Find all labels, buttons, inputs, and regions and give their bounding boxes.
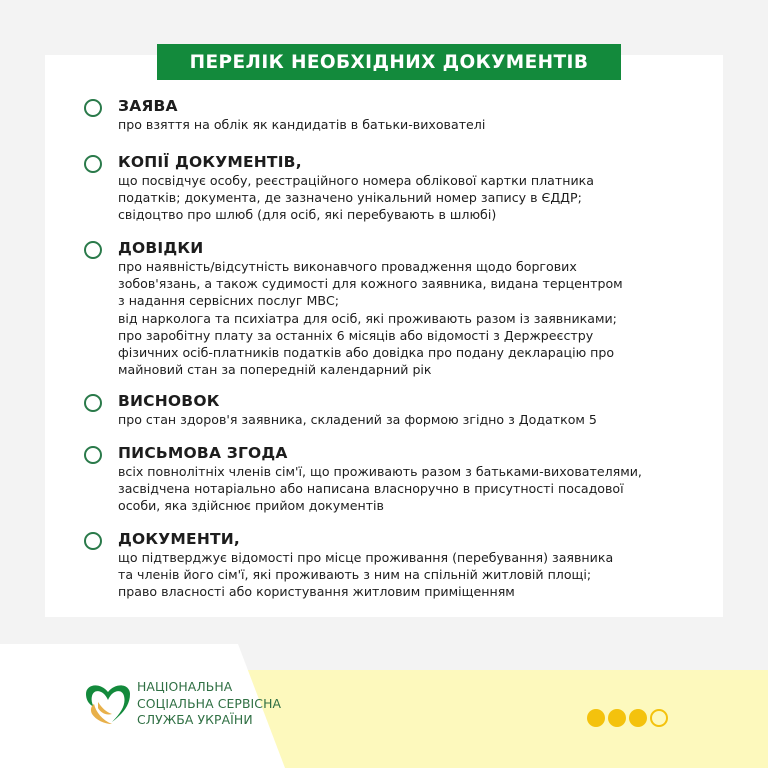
- item-heading: ДОВІДКИ: [118, 239, 204, 257]
- heart-hands-logo-icon: [82, 680, 134, 726]
- list-item: [82, 152, 594, 224]
- item-description: про взяття на облік як кандидатів в батьки-вихователі: [118, 117, 486, 132]
- item-heading: ДОКУМЕНТИ,: [118, 530, 241, 548]
- list-item: [82, 96, 485, 133]
- page-title: ПЕРЕЛІК НЕОБХІДНИХ ДОКУМЕНТІВ: [157, 44, 621, 80]
- circle-bullet-icon: [84, 532, 102, 550]
- circle-bullet-icon: [84, 99, 102, 117]
- list-item: [82, 238, 623, 378]
- item-description: про наявність/відсутність виконавчого провадження щодо боргових зобов'язань, а також судимості для кожного заявника, видана терцентром з надання сервісних послуг МВС; від нарколога та психіатра для осіб, які проживають разом із заявниками; про заробітну плату за останніх 6 місяців або відомості з Держреєстру фізичних осіб-платників податків або довідка про подану декларацію про майновий стан за попередній календарний рік: [118, 259, 623, 378]
- list-item: [82, 529, 613, 601]
- circle-bullet-icon: [84, 394, 102, 412]
- list-item: [82, 443, 642, 515]
- item-heading: ПИСЬМОВА ЗГОДА: [118, 444, 288, 462]
- item-description: всіх повнолітніх членів сім'ї, що проживають разом з батьками-вихователями, засвідчена нотаріально або написана власноручно в присутності посадової особи, яка здійснює прийом документів: [118, 464, 642, 514]
- circle-bullet-icon: [84, 155, 102, 173]
- page-dot-filled: [587, 709, 605, 727]
- page-dot-empty: [650, 709, 668, 727]
- item-description: що підтверджує відомості про місце проживання (перебування) заявника та членів його сім'ї, які проживають з ним на спільній житловій площі; право власності або користування житловим приміщенням: [118, 550, 614, 600]
- org-name-line: НАЦІОНАЛЬНА: [137, 679, 233, 694]
- org-name-line: СЛУЖБА УКРАЇНИ: [137, 712, 253, 727]
- item-heading: ВИСНОВОК: [118, 392, 220, 410]
- org-name: [137, 679, 281, 729]
- item-heading: КОПІЇ ДОКУМЕНТІВ,: [118, 153, 302, 171]
- list-item: [82, 391, 597, 428]
- page-indicator: [587, 709, 668, 727]
- item-description: що посвідчує особу, реєстраційного номера облікової картки платника податків; документа, де зазначено унікальний номер запису в ЄДДР; свідоцтво про шлюб (для осіб, які перебувають в шлюбі): [118, 173, 594, 223]
- circle-bullet-icon: [84, 446, 102, 464]
- item-heading: ЗАЯВА: [118, 97, 178, 115]
- page-dot-filled: [608, 709, 626, 727]
- page-dot-filled: [629, 709, 647, 727]
- item-description: про стан здоров'я заявника, складений за формою згідно з Додатком 5: [118, 412, 597, 427]
- org-name-line: СОЦІАЛЬНА СЕРВІСНА: [137, 695, 282, 711]
- circle-bullet-icon: [84, 241, 102, 259]
